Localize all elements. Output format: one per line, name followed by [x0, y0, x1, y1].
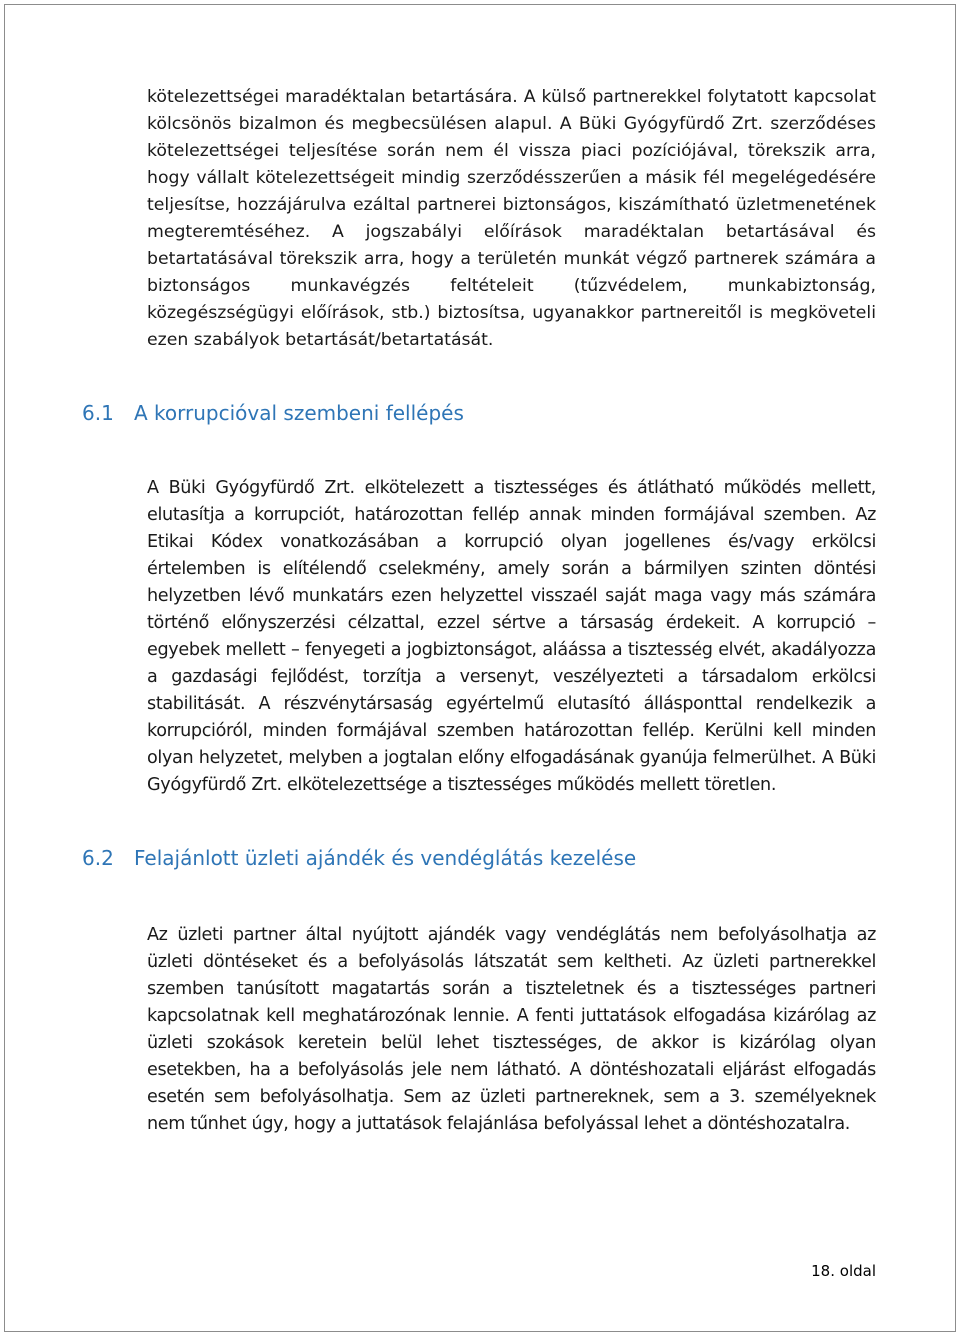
- section-title: Felajánlott üzleti ajándék és vendéglátás kezelése: [134, 846, 637, 870]
- paragraph-partner-obligations: kötelezettségei maradéktalan betartására. A külső partnerekkel folytatott kapcsolat kölcsönös bizalmon és megbecsülésen alapul. A Büki Gyógyfürdő Zrt. szerződéses kötelezettségei teljesítése során nem él vissza piaci pozíciójával, törekszik arra, hogy vállalt kötelezettségeit mindig szerződésszerűen a másik fél megelégedésére teljesítse, hozzájárulva ezáltal partnerei biztonságos, kiszámítható üzletmenetének megteremtéséhez. A jogszabályi előírások maradéktalan betartásával és betartatásával törekszik arra, hogy a területén munkát végző partnerek számára a biztonságos munkavégzés feltételeit (tűzvédelem, munkabiztonság, közegészségügyi előírások, stb.) biztosítsa, ugyanakkor partnereitől is megköveteli ezen szabályok betartását/betartatását.: [147, 87, 876, 350]
- section-heading-6-2: [82, 846, 636, 870]
- section-number: 6.2: [82, 846, 114, 870]
- section-title: A korrupcióval szembeni fellépés: [134, 401, 464, 425]
- paragraph-gifts-hospitality: Az üzleti partner által nyújtott ajándék vagy vendéglátás nem befolyásolhatja az üzleti döntéseket és a befolyásolás látszatát sem keltheti. Az üzleti partnerekkel szemben tanúsított magatartás során a tiszteletnek és a tisztességes partneri kapcsolatnak kell meghatározónak lennie. A fenti juttatások elfogadása kizárólag az üzleti szokások keretein belül lehet tisztességes, de akkor is kizárólag olyan esetekben, ha a befolyásolás jele nem látható. A döntéshozatali eljárást elfogadás esetén sem befolyásolhatja. Sem az üzleti partnereknek, sem a 3. személyeknek nem tűnhet úgy, hogy a juttatások felajánlása befolyással lehet a döntéshozatalra.: [147, 925, 876, 1134]
- page-number: 18. oldal: [811, 1262, 876, 1280]
- paragraph-anti-corruption: A Büki Gyógyfürdő Zrt. elkötelezett a tisztességes és átlátható működés mellett, elutasítja a korrupciót, határozottan fellép annak minden formájával szemben. Az Etikai Kódex vonatkozásában a korrupció olyan jogellenes és/vagy erkölcsi értelemben is elítélendő cselekmény, amely során a bármilyen szinten döntési helyzetben lévő munkatárs ezen helyzettel visszaél saját maga vagy más számára történő előnyszerzési célzattal, ezzel sértve a társaság érdekeit. A korrupció – egyebek mellett – fenyegeti a jogbiztonságot, aláássa a tisztesség elvét, akadályozza a gazdasági fejlődést, torzítja a versenyt, veszélyezteti a társadalom erkölcsi stabilitását. A részvénytársaság egyértelmű elutasító állásponttal rendelkezik a korrupcióról, minden formájával szemben határozottan fellép. Kerülni kell minden olyan helyzetet, melyben a jogtalan előny elfogadásának gyanúja felmerülhet. A Büki Gyógyfürdő Zrt. elkötelezettsége a tisztességes működés mellett töretlen.: [147, 478, 876, 795]
- section-number: 6.1: [82, 401, 114, 425]
- section-heading-6-1: [82, 401, 464, 425]
